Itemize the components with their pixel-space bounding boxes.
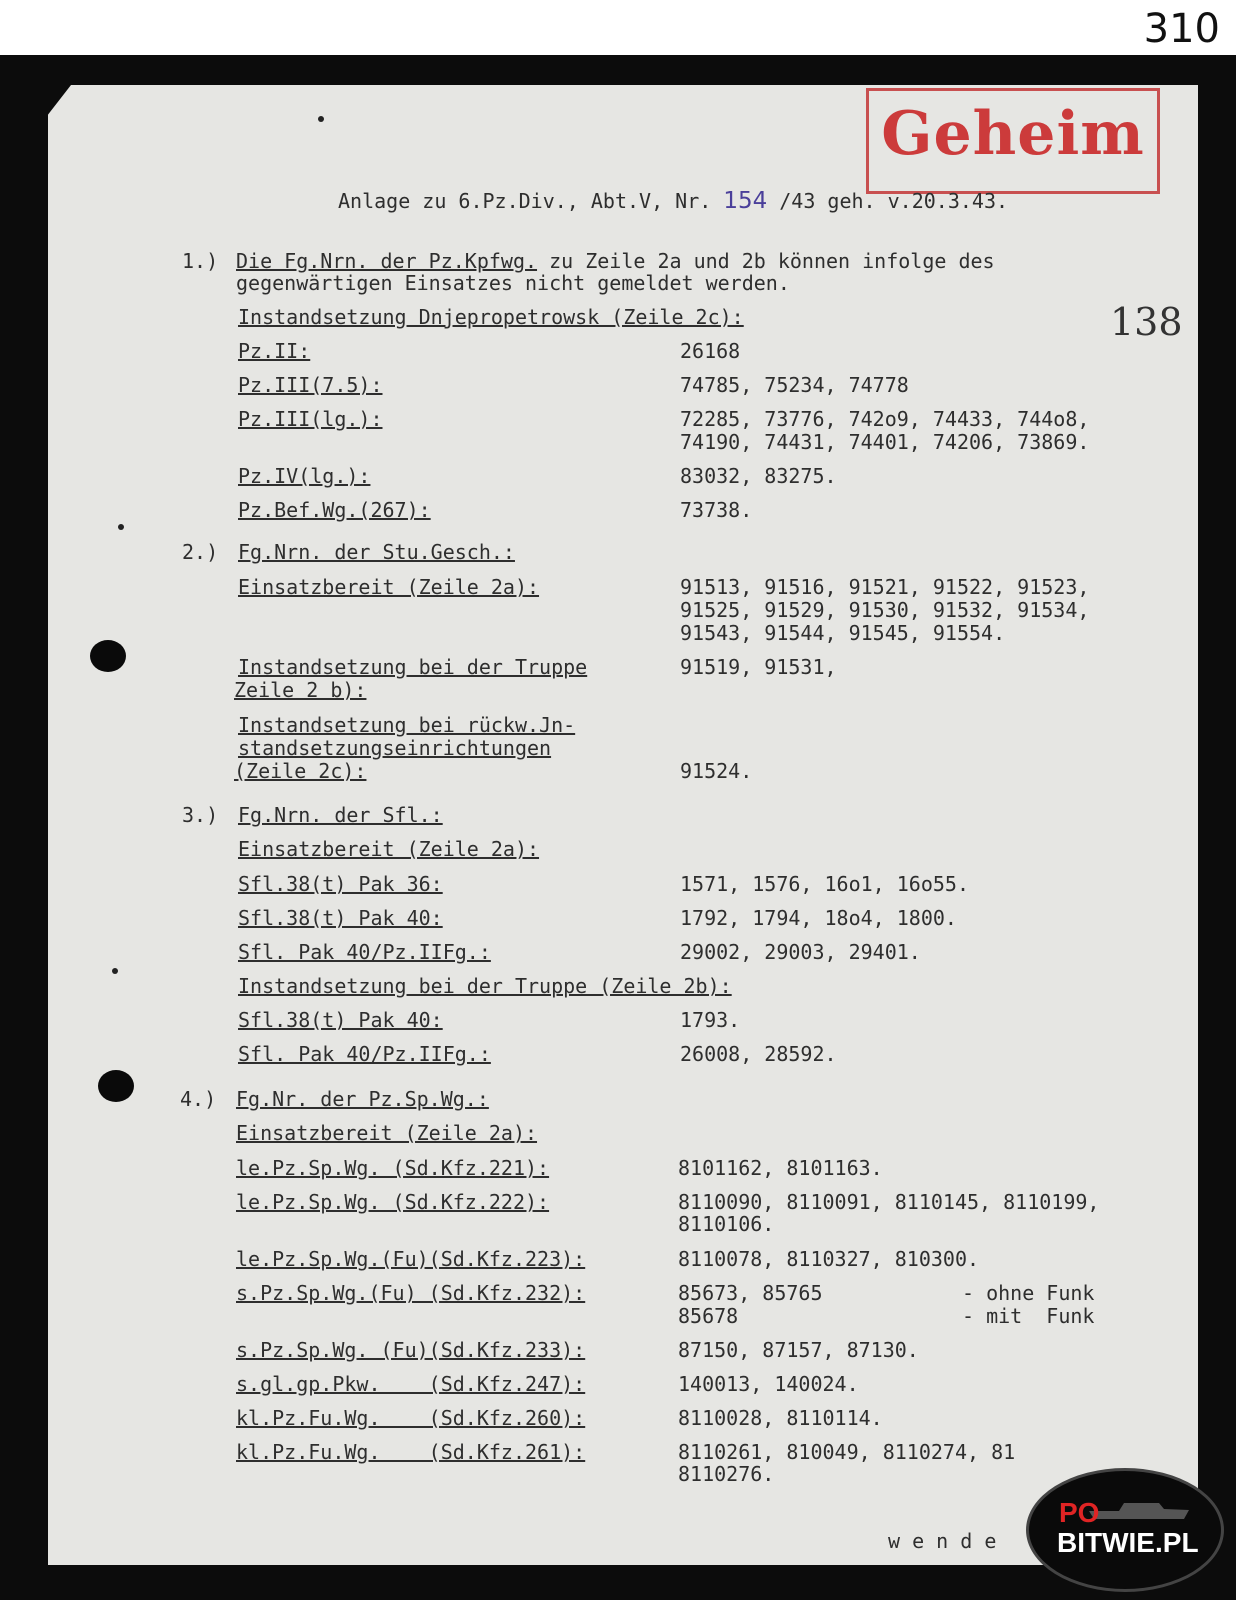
row-label: Pz.Bef.Wg.(267): [238, 498, 431, 522]
row-label: le.Pz.Sp.Wg. (Sd.Kfz.221): [236, 1156, 550, 1180]
row-value: 91524. [680, 759, 753, 783]
row-value: 83032, 83275. [680, 464, 837, 488]
row-label: Pz.II: [238, 339, 311, 363]
punch-hole-top [90, 640, 126, 672]
section-number: 2.) [182, 540, 219, 564]
section-title: Fg.Nr. der Pz.Sp.Wg.: [236, 1087, 489, 1111]
row-label: Sfl.38(t) Pak 40: [238, 906, 443, 930]
section-intro [236, 250, 995, 273]
row-value: 91513, 91516, 91521, 91522, 91523, [680, 575, 1090, 599]
row-value: 8101162, 8101163. [678, 1156, 883, 1180]
row-label: le.Pz.Sp.Wg. (Sd.Kfz.222): [236, 1190, 550, 1214]
row-label: Zeile 2 b): [234, 678, 367, 702]
row-value: 1793. [680, 1008, 741, 1032]
speck [318, 116, 324, 122]
row-label: Sfl. Pak 40/Pz.IIFg.: [238, 1042, 491, 1066]
punch-hole-bottom [98, 1070, 134, 1102]
row-value: 29002, 29003, 29401. [680, 940, 921, 964]
row-label: Instandsetzung bei der Truppe (Zeile 2b): [238, 974, 732, 998]
row-value: 8110078, 8110327, 810300. [678, 1247, 980, 1271]
section-number: 1.) [182, 249, 219, 273]
row-value: 85673, 85765 [678, 1281, 823, 1305]
header-suffix: /43 geh. v.20.3.43. [767, 189, 1009, 213]
document-header [338, 188, 1008, 214]
section-number: 4.) [180, 1087, 217, 1111]
row-value: 72285, 73776, 742o9, 74433, 744o8, [680, 407, 1090, 431]
row-value: 8110028, 8110114. [678, 1406, 883, 1430]
row-label: kl.Pz.Fu.Wg. (Sd.Kfz.260): [236, 1406, 586, 1430]
logo-po: PO [1059, 1497, 1100, 1528]
header-prefix: Anlage zu 6.Pz.Div., Abt.V, Nr. [338, 189, 724, 213]
row-label: Sfl.38(t) Pak 40: [238, 1008, 443, 1032]
row-label: Einsatzbereit (Zeile 2a): [238, 575, 540, 599]
row-value: 26008, 28592. [680, 1042, 837, 1066]
secret-stamp [866, 88, 1160, 194]
speck [118, 524, 124, 530]
row-value: 85678 [678, 1304, 739, 1328]
section-intro-line2: gegenwärtigen Einsatzes nicht gemeldet werden. [236, 271, 790, 295]
row-value: 74190, 74431, 74401, 74206, 73869. [680, 430, 1090, 454]
row-label: s.gl.gp.Pkw. (Sd.Kfz.247): [236, 1372, 586, 1396]
row-label: s.Pz.Sp.Wg.(Fu) (Sd.Kfz.232): [236, 1281, 586, 1305]
row-value: 8110090, 8110091, 8110145, 8110199, [678, 1190, 1100, 1214]
tank-icon [1089, 1499, 1189, 1519]
handwritten-number: 154 [723, 188, 768, 214]
section-title: Fg.Nrn. der Sfl.: [238, 803, 443, 827]
row-label: Einsatzbereit (Zeile 2a): [236, 1121, 538, 1145]
row-value: 87150, 87157, 87130. [678, 1338, 919, 1362]
turn-page-note: w e n d e [888, 1529, 997, 1553]
row-value: 91543, 91544, 91545, 91554. [680, 621, 1006, 645]
page-number: 310 [1143, 6, 1220, 52]
section-title: Fg.Nrn. der Stu.Gesch.: [238, 540, 515, 564]
intro-rest: zu Zeile 2a und 2b können infolge des [537, 249, 995, 273]
logo-bitwie: BITWIE.PL [1057, 1527, 1199, 1558]
row-value: 26168 [680, 339, 741, 363]
row-value: 8110261, 810049, 8110274, 81 [678, 1440, 1016, 1464]
row-label: Pz.III(lg.): [238, 407, 383, 431]
row-label: Sfl.38(t) Pak 36: [238, 872, 443, 896]
folio-number: 138 [1110, 300, 1183, 344]
row-label: Pz.III(7.5): [238, 373, 383, 397]
pobitwie-logo[interactable] [1026, 1468, 1224, 1592]
row-value: 91525, 91529, 91530, 91532, 91534, [680, 598, 1090, 622]
row-value: 1792, 1794, 18o4, 1800. [680, 906, 957, 930]
row-label: Sfl. Pak 40/Pz.IIFg.: [238, 940, 491, 964]
row-value: 74785, 75234, 74778 [680, 373, 909, 397]
row-label: s.Pz.Sp.Wg. (Fu)(Sd.Kfz.233): [236, 1338, 586, 1362]
row-label: Einsatzbereit (Zeile 2a): [238, 837, 540, 861]
speck [112, 968, 118, 974]
row-label: Instandsetzung bei der Truppe [238, 655, 588, 679]
row-value: 1571, 1576, 16o1, 16o55. [680, 872, 969, 896]
row-label: Pz.IV(lg.): [238, 464, 371, 488]
row-value: 8110106. [678, 1212, 775, 1236]
row-label: standsetzungseinrichtungen [238, 736, 552, 760]
subsection-heading: Instandsetzung Dnjepropetrowsk (Zeile 2c): [238, 305, 744, 329]
row-label: (Zeile 2c): [234, 759, 367, 783]
row-label: Instandsetzung bei rückw.Jn- [238, 713, 576, 737]
radio-note: - mit Funk [962, 1304, 1095, 1328]
section-number: 3.) [182, 803, 219, 827]
radio-note: - ohne Funk [962, 1281, 1095, 1305]
row-label: kl.Pz.Fu.Wg. (Sd.Kfz.261): [236, 1440, 586, 1464]
row-value: 140013, 140024. [678, 1372, 859, 1396]
row-value: 91519, 91531, [680, 655, 837, 679]
row-value: 73738. [680, 498, 753, 522]
row-value: 8110276. [678, 1462, 775, 1486]
row-label: le.Pz.Sp.Wg.(Fu)(Sd.Kfz.223): [236, 1247, 586, 1271]
stamp-text: Geheim [881, 99, 1145, 169]
intro-underlined: Die Fg.Nrn. der Pz.Kpfwg. [236, 249, 538, 273]
